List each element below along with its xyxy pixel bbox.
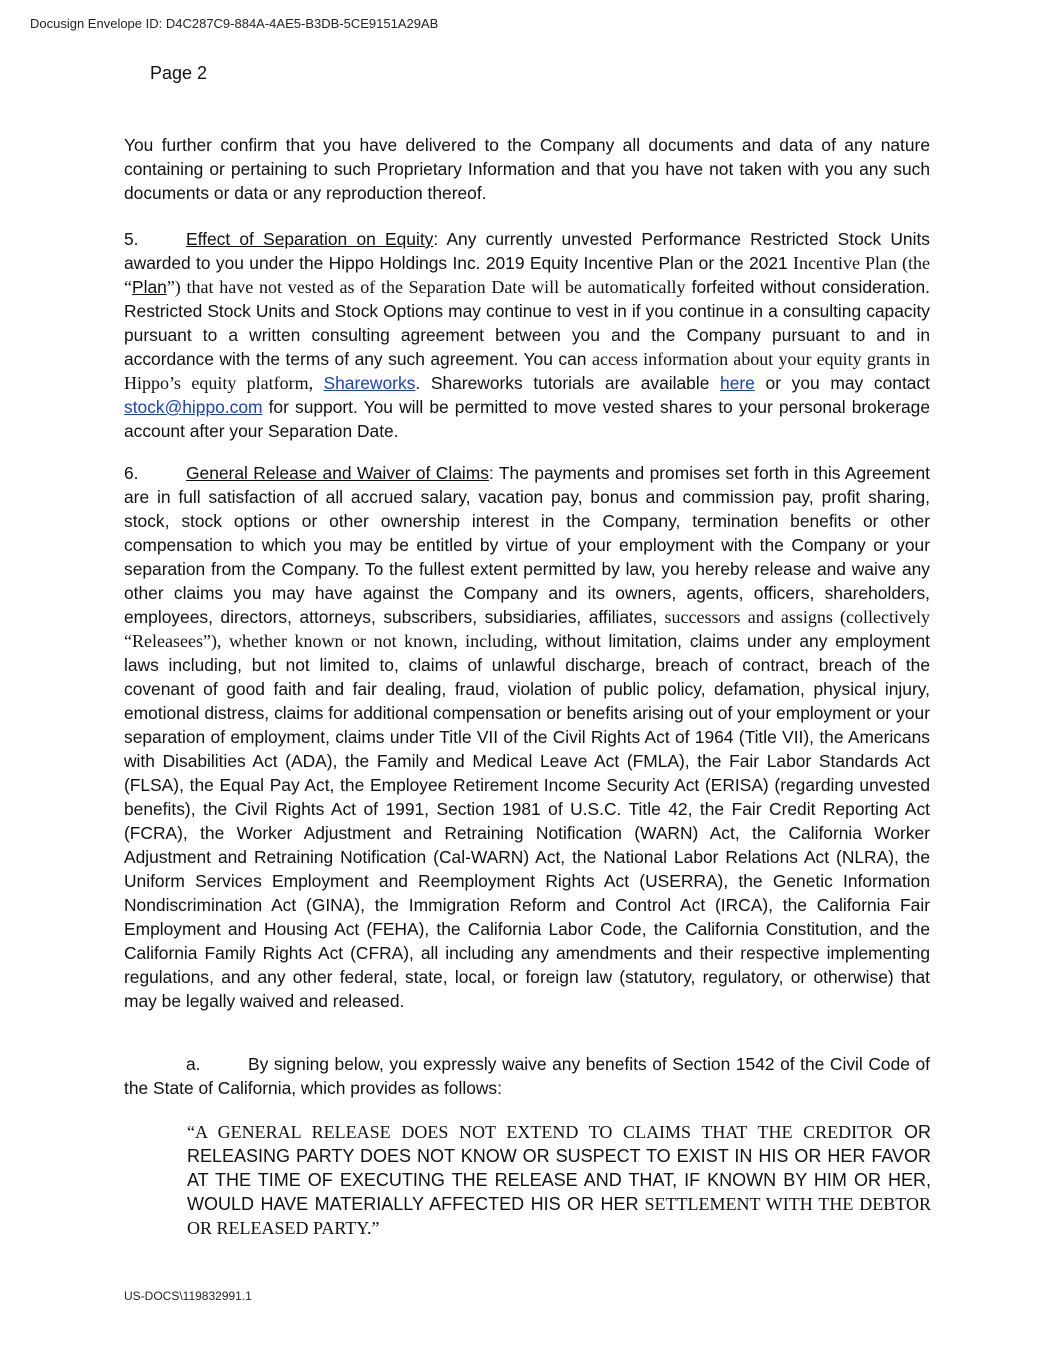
- quote-text-b: OR RELEASING PARTY DOES NOT KNOW OR SUSPECT TO EXIST IN HIS OR HER FAVOR AT THE TIME OF EXECUTING THE RELEASE AND THAT, IF KNOWN BY HIM OR HER, WOULD HAVE MATERIALLY AFFECTED HIS OR HER: [187, 1122, 931, 1214]
- section-5-text-d: forfeited without consideration. Restricted Stock Units and Stock Options may continue to vest in if you continue in a consulting capacity pursuant to a written consulting agreement between you and the Company pursuant to and in accordance with the terms of any such agreement. You can: [124, 277, 930, 369]
- page-number: Page 2: [150, 63, 208, 83]
- subsection-a-text: By signing below, you expressly waive any benefits of Section 1542 of the Civil Code of the State of California, which provides as follows:: [124, 1054, 930, 1098]
- section-5-text-a: : Any currently unvested Performance Restricted Stock Units awarded to you under the Hippo Holdings Inc. 2019 Equity Incentive Plan or the 2021: [124, 229, 930, 273]
- section-6-text-a: : The payments and promises set forth in this Agreement are in full satisfaction of all accrued salary, vacation pay, bonus and commission pay, profit sharing, stock, stock options or other ownership interest in the Company, termination benefits or other compensation to which you may be entitled by virtue of your employment with the Company or your separation from the Company. To the fullest extent permitted by law, you hereby release and waive any other claims you may have against the Company and its owners, agents, officers, shareholders, employees, directors, attorneys, subscribers, subsidiaries, affiliates,: [124, 463, 930, 627]
- envelope-id: Docusign Envelope ID: D4C287C9-884A-4AE5-B3DB-5CE9151A29AB: [30, 16, 439, 31]
- section-6-heading: General Release and Waiver of Claims: [186, 463, 489, 483]
- section-5-text-h: for support. You will be permitted to move vested shares to your personal brokerage account after your Separation Date.: [124, 397, 930, 441]
- subsection-a-paragraph: [124, 1052, 930, 1100]
- shareworks-link[interactable]: Shareworks: [323, 373, 416, 393]
- section-6-text-b: successors and assigns (collectively “Releasees”), whether known or not known, including,: [124, 607, 930, 651]
- plan-defined-term: Plan: [132, 277, 167, 297]
- section-5-text-f: . Shareworks tutorials are available: [415, 373, 721, 393]
- section-5-text-g: or you may contact: [754, 373, 930, 393]
- document-footer-id: US-DOCS\119832991.1: [124, 1289, 252, 1303]
- quote-text-c: SETTLEMENT WITH THE DEBTOR OR RELEASED PARTY.”: [187, 1194, 931, 1238]
- section-5-heading: Effect of Separation on Equity: [186, 229, 434, 249]
- section-5-text-c: ”) that have not vested as of the Separation Date will be automatically: [166, 277, 686, 297]
- section-5-text-b: Incentive Plan (the “: [124, 253, 930, 297]
- quote-text-a: “A GENERAL RELEASE DOES NOT EXTEND TO CLAIMS THAT THE CREDITOR: [187, 1122, 893, 1142]
- tutorials-here-link[interactable]: here: [720, 373, 755, 393]
- section-5-paragraph: [124, 227, 930, 443]
- section-6-text-c: without limitation, claims under any employment laws including, but not limited to, claims of unlawful discharge, breach of contract, breach of the covenant of good faith and fair dealing, fraud, violation of public policy, defamation, physical injury, emotional distress, claims for additional compensation or benefits arising out of your employment or your separation of employment, claims under Title VII of the Civil Rights Act of 1964 (Title VII), the Americans with Disabilities Act (ADA), the Family and Medical Leave Act (FMLA), the Fair Labor Standards Act (FLSA), the Equal Pay Act, the Employee Retirement Income Security Act (ERISA) (regarding unvested benefits), the Civil Rights Act of 1991, Section 1981 of U.S.C. Title 42, the Fair Credit Reporting Act (FCRA), the Worker Adjustment and Retraining Notification (WARN) Act, the California Worker Adjustment and Retraining Notification (Cal-WARN) Act, the National Labor Relations Act (NLRA), the Uniform Services Employment and Reemployment Rights Act (USERRA), the Genetic Information Nondiscrimination Act (GINA), the Immigration Reform and Control Act (IRCA), the California Fair Employment and Housing Act (FEHA), the California Labor Code, the California Constitution, and the California Family Rights Act (CFRA), all including any amendments and their respective implementing regulations, and any other federal, state, local, or foreign law (statutory, regulatory, or otherwise) that may be legally waived and released.: [124, 631, 930, 1011]
- intro-paragraph: [124, 133, 930, 205]
- section-5-number: 5.: [124, 229, 139, 249]
- section-5-text-e: access information about your equity grants in Hippo’s equity platform,: [124, 349, 930, 393]
- section-6-paragraph: [124, 461, 930, 1013]
- intro-text: You further confirm that you have delivered to the Company all documents and data of any nature containing or pertaining to such Proprietary Information and that you have not taken with you any such documents or data or any reproduction thereof.: [124, 135, 930, 203]
- subsection-a-label: a.: [186, 1054, 201, 1074]
- civil-code-1542-quote: [187, 1120, 931, 1240]
- section-6-number: 6.: [124, 463, 139, 483]
- stock-email-link[interactable]: stock@hippo.com: [124, 397, 263, 417]
